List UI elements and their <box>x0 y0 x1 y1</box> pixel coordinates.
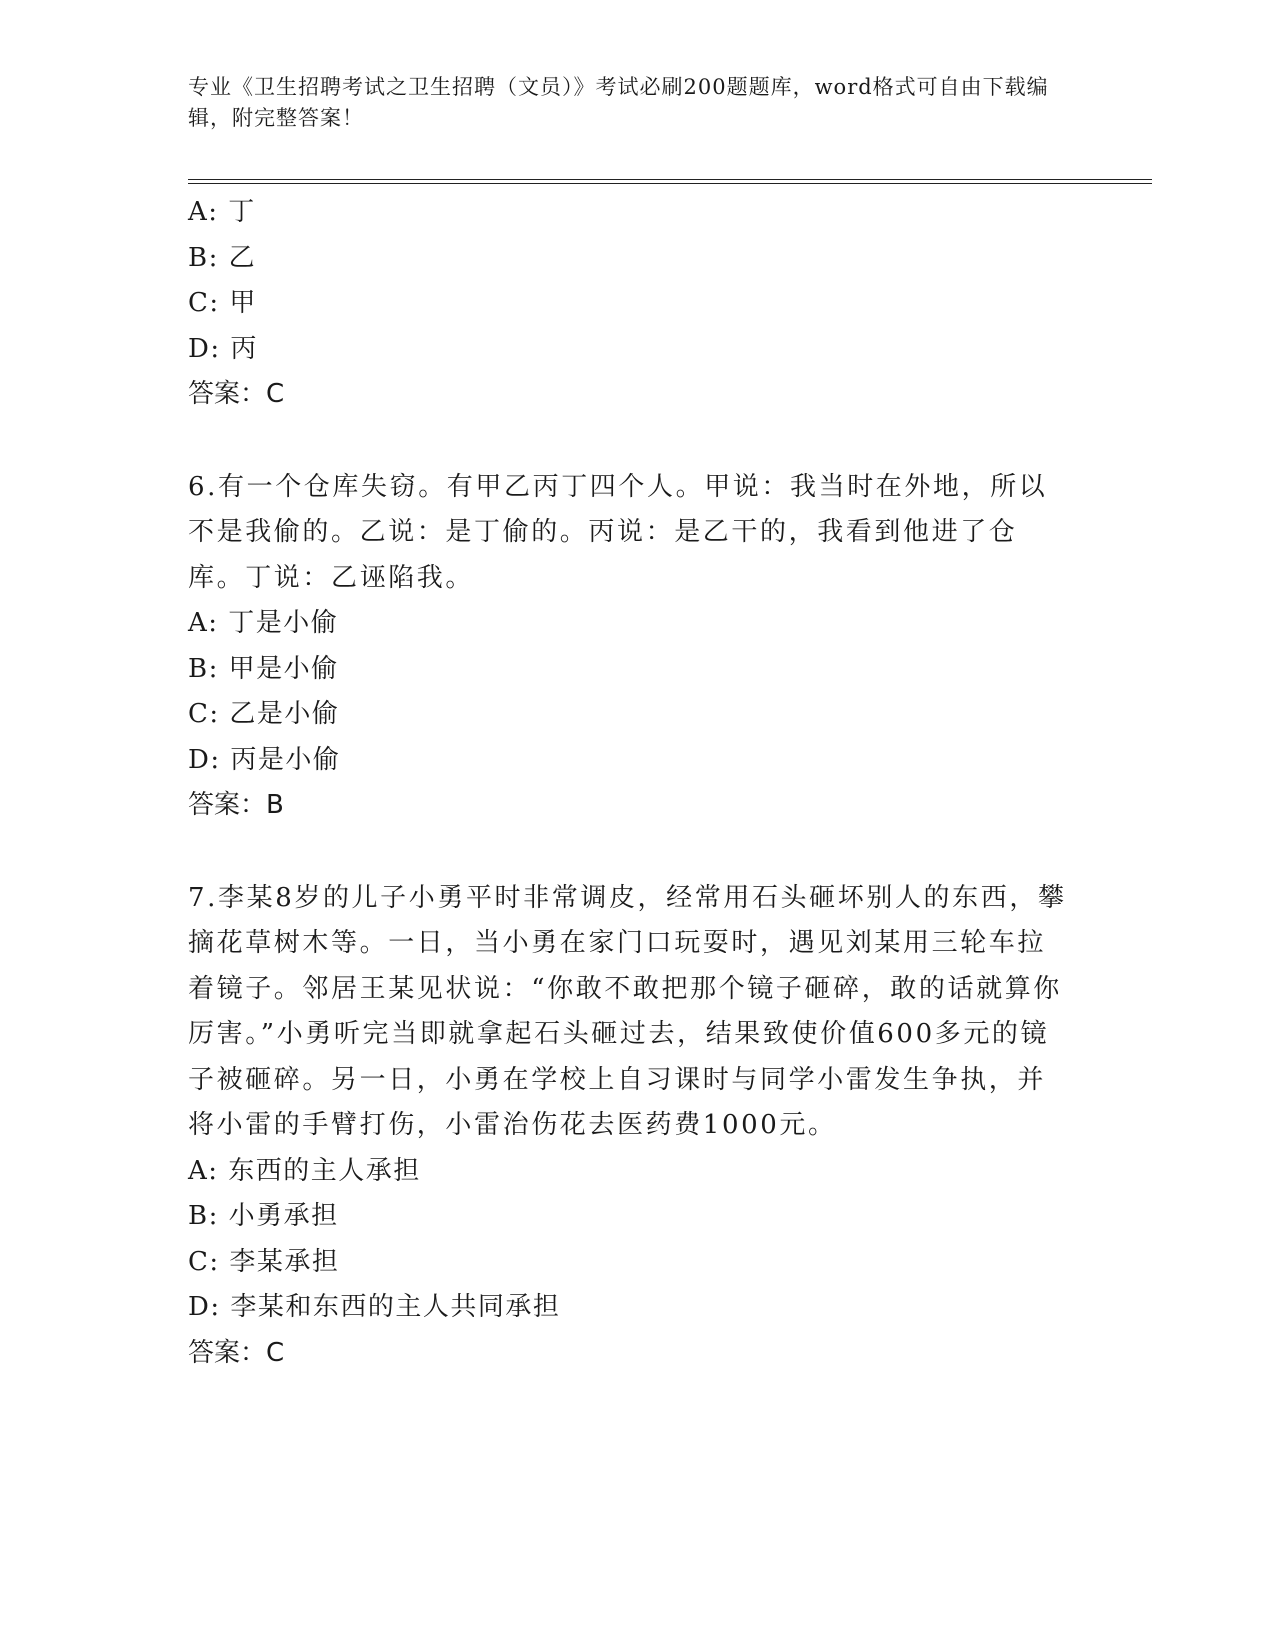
question-text: 7.李某8岁的儿子小勇平时非常调皮，经常用石头砸坏别人的东西，攀摘花草树木等。一日，当小勇在家门口玩耍时，遇见刘某用三轮车拉着镜子。邻居王某见状说：“你敢不敢把那个镜子砸碎，敢的话就算你厉害。”小勇听完当即就拿起石头砸过去，结果致使价值600多元的镜子被砸碎。另一日，小勇在学校上自习课时与同学小雷发生争执，并将小雷的手臂打伤，小雷治伤花去医药费1000元。 <box>188 882 1067 1140</box>
option-c: C: 甲 <box>188 288 257 318</box>
option-b: B: 甲是小偷 <box>188 653 339 684</box>
answer: 答案：C <box>188 379 285 409</box>
question-list <box>188 190 1068 1376</box>
question-text: 6.有一个仓库失窃。有甲乙丙丁四个人。甲说：我当时在外地，所以不是我偷的。乙说：是丁偷的。丙说：是乙干的，我看到他进了仓库。丁说：乙诬陷我。 <box>188 471 1048 593</box>
option-d: D: 李某和东西的主人共同承担 <box>188 1292 561 1322</box>
answer: 答案：B <box>188 790 284 820</box>
option-a: A: 丁是小偷 <box>188 608 339 638</box>
option-c: C: 乙是小偷 <box>188 699 340 729</box>
option-b: B: 乙 <box>188 242 257 273</box>
header-rule-bottom <box>188 183 1152 184</box>
question-block-7 <box>188 876 1068 1377</box>
spacer <box>188 829 1068 876</box>
page-header: 专业《卫生招聘考试之卫生招聘（文员）》考试必刷200题题库，word格式可自由下载编辑，附完整答案！ <box>188 75 1049 130</box>
option-d: D: 丙 <box>188 333 258 364</box>
option-d: D: 丙是小偷 <box>188 744 341 775</box>
question-block-5 <box>188 190 1068 418</box>
option-a: A: 丁 <box>188 197 256 227</box>
answer: 答案：C <box>188 1337 285 1368</box>
option-b: B: 小勇承担 <box>188 1201 339 1231</box>
option-a: A: 东西的主人承担 <box>188 1155 421 1186</box>
spacer <box>188 418 1068 465</box>
option-c: C: 李某承担 <box>188 1246 340 1277</box>
question-block-6 <box>188 465 1068 829</box>
header-rule-top <box>188 179 1152 180</box>
